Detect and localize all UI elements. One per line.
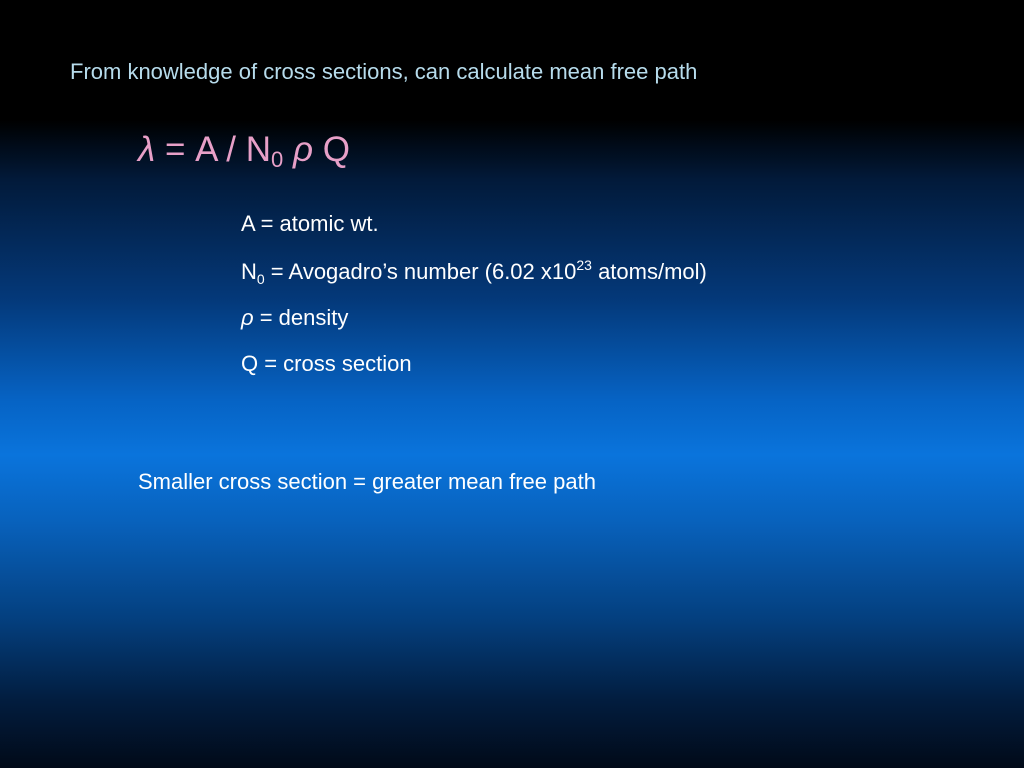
definition-text-before: = Avogadro’s number (6.02 x10 bbox=[264, 259, 577, 284]
definition-avogadro bbox=[241, 257, 707, 287]
formula-rho: ρ bbox=[292, 130, 314, 169]
definition-atomic-weight bbox=[241, 212, 707, 236]
formula-subscript: 0 bbox=[270, 147, 284, 172]
definition-subscript: 0 bbox=[256, 271, 265, 287]
conclusion-text: Smaller cross section = greater mean free path bbox=[138, 469, 596, 494]
definition-text: A = atomic wt. bbox=[241, 211, 379, 236]
formula-tail: Q bbox=[313, 130, 350, 169]
definition-text: = density bbox=[253, 305, 349, 330]
slide-title: From knowledge of cross sections, can calculate mean free path bbox=[70, 59, 698, 84]
mean-free-path-formula bbox=[138, 130, 350, 170]
definition-text: Q = cross section bbox=[241, 351, 412, 376]
formula-lambda: λ bbox=[138, 130, 156, 169]
definition-density bbox=[241, 306, 707, 330]
definition-symbol: N bbox=[241, 259, 257, 284]
definition-superscript: 23 bbox=[576, 257, 592, 273]
definitions-list bbox=[241, 212, 707, 376]
definition-cross-section bbox=[241, 352, 707, 376]
formula-equals-part: = A / N bbox=[155, 130, 271, 169]
definition-symbol: ρ bbox=[241, 305, 254, 330]
definition-text-after: atoms/mol) bbox=[591, 259, 707, 284]
